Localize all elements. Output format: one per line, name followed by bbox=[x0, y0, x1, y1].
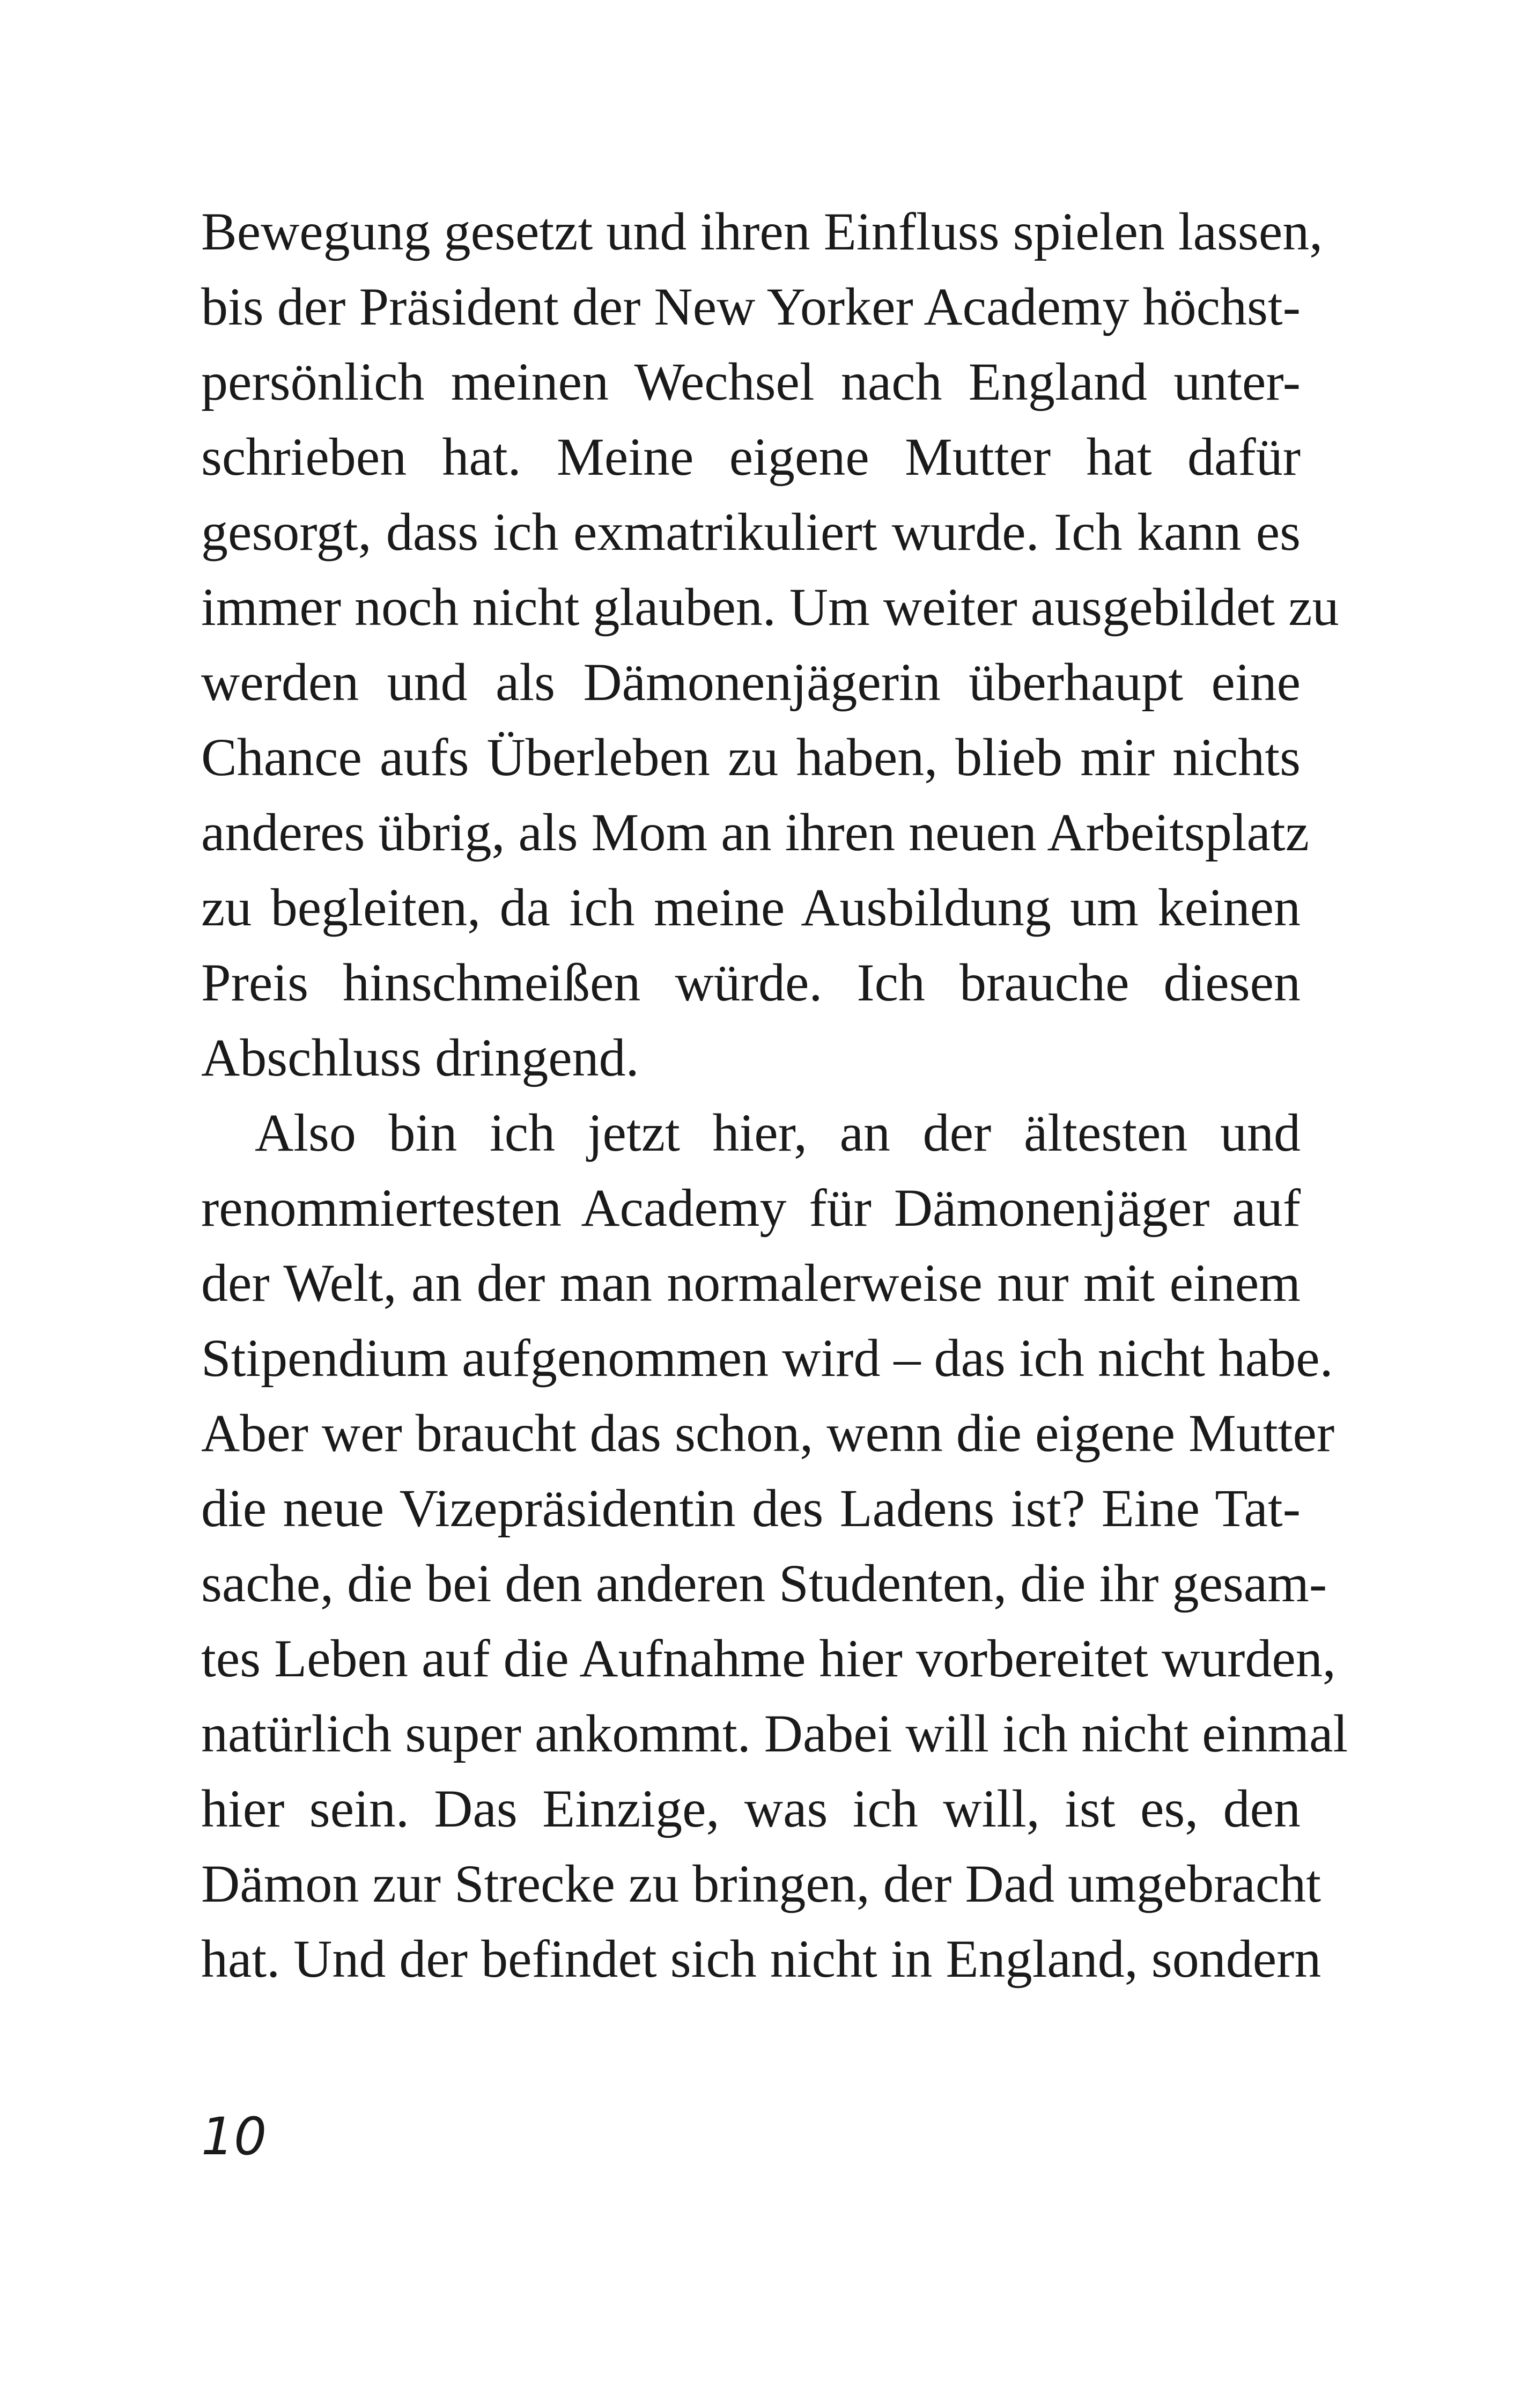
text-line: natürlich super ankommt. Dabei will ich nicht einmal bbox=[201, 1704, 1348, 1763]
text-line: Chance aufs Überleben zu haben, blieb mir nichts bbox=[201, 727, 1301, 787]
text-line: Stipendium aufgenommen wird – das ich nicht habe. bbox=[201, 1328, 1333, 1388]
text-line: Also bin ich jetzt hier, an der ältesten und bbox=[255, 1103, 1301, 1162]
text-line: anderes übrig, als Mom an ihren neuen Arbeitsplatz bbox=[201, 802, 1310, 862]
text-line: die neue Vizepräsidentin des Ladens ist? Eine Tat- bbox=[201, 1478, 1301, 1538]
text-line: werden und als Dämonenjägerin überhaupt eine bbox=[201, 652, 1301, 712]
text-line: immer noch nicht glauben. Um weiter ausgebildet zu bbox=[201, 577, 1339, 637]
text-line: gesorgt, dass ich exmatrikuliert wurde. Ich kann es bbox=[201, 502, 1301, 562]
body-text bbox=[201, 194, 1348, 1997]
text-line: zu begleiten, da ich meine Ausbildung um keinen bbox=[201, 878, 1301, 937]
page-number: 10 bbox=[201, 2107, 267, 2167]
text-line: Preis hinschmeißen würde. Ich brauche diesen bbox=[201, 953, 1301, 1012]
text-line: Aber wer braucht das schon, wenn die eigene Mutter bbox=[201, 1403, 1335, 1463]
text-line: Dämon zur Strecke zu bringen, der Dad umgebracht bbox=[201, 1854, 1321, 1913]
text-line: hier sein. Das Einzige, was ich will, ist es, den bbox=[201, 1779, 1301, 1838]
text-line: bis der Präsident der New Yorker Academy höchst- bbox=[201, 277, 1301, 336]
text-line: sache, die bei den anderen Studenten, die ihr gesam- bbox=[201, 1553, 1327, 1613]
paragraph-2 bbox=[201, 1095, 1348, 1997]
text-line: hat. Und der befindet sich nicht in England, sondern bbox=[201, 1929, 1321, 1989]
text-line: tes Leben auf die Aufnahme hier vorbereitet wurden, bbox=[201, 1629, 1336, 1688]
text-line: Abschluss dringend. bbox=[201, 1028, 639, 1087]
text-line: schrieben hat. Meine eigene Mutter hat dafür bbox=[201, 427, 1301, 487]
text-line: der Welt, an der man normalerweise nur mit einem bbox=[201, 1253, 1301, 1313]
paragraph-1 bbox=[201, 194, 1339, 1095]
text-line: Bewegung gesetzt und ihren Einfluss spielen lassen, bbox=[201, 202, 1323, 261]
text-line: renommiertesten Academy für Dämonenjäger auf bbox=[201, 1178, 1301, 1238]
text-line: persönlich meinen Wechsel nach England unter- bbox=[201, 352, 1301, 411]
